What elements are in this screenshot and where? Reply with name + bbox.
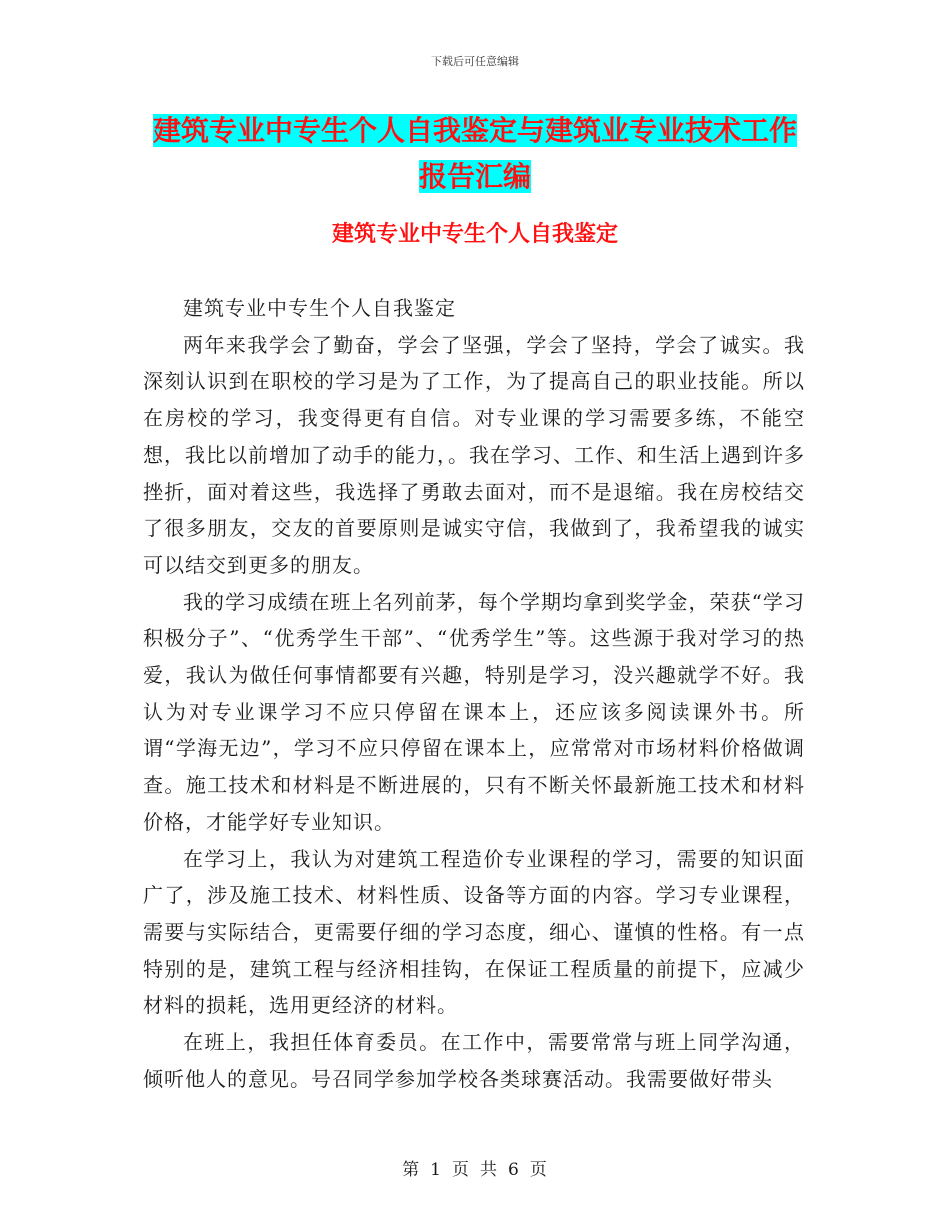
paragraph: 在班上，我担任体育委员。在工作中，需要常常与班上同学沟通，倾听他人的意见。号召同学参加学校各类球赛活动。我需要做好带头 [143,1030,805,1091]
page-footer [0,1155,950,1180]
paragraph: 在学习上，我认为对建筑工程造价专业课程的学习，需要的知识面广了，涉及施工技术、材料性质、设备等方面的内容。学习专业课程，需要与实际结合，更需要仔细的学习态度，细心、谨慎的性格。有一点特别的是，建筑工程与经济相挂钩，在保证工程质量的前提下，应减少材料的损耗，选用更经济的材料。 [143,846,805,1018]
footer-total-word: 共 [480,1160,498,1180]
document-title-line2: 报告汇编 [418,160,531,193]
paragraph: 建筑专业中专生个人自我鉴定 [183,296,456,320]
document-title-line1: 建筑专业中专生个人自我鉴定与建筑业专业技术工作 [152,114,797,147]
section-title: 建筑专业中专生个人自我鉴定 [331,222,618,247]
body-text [143,290,805,1097]
footer-page-unit: 页 [452,1160,470,1180]
paragraph: 两年来我学会了勤奋，学会了坚强，学会了坚持，学会了诚实。我深刻认识到在职校的学习是为了工作，为了提高自己的职业技能。所以在房校的学习，我变得更有自信。对专业课的学习需要多练，不能空想，我比以前增加了动手的能力，。我在学习、工作、和生活上遇到许多挫折，面对着这些，我选择了勇敢去面对，而不是退缩。我在房校结交了很多朋友，交友的首要原则是诚实守信，我做到了，我希望我的诚实可以结交到更多的朋友。 [143,332,805,577]
footer-page-word: 第 [402,1160,421,1180]
paragraph: 我的学习成绩在班上名列前茅，每个学期均拿到奖学金，荣获“学习积极分子”、“优秀学生干部”、“优秀学生”等。这些源于我对学习的热爱，我认为做任何事情都要有兴趣，特别是学习，没兴趣就学不好。我认为对专业课学习不应只停留在课本上，还应该多阅读课外书。所谓“学海无边”，学习不应只停留在课本上，应常常对市场材料价格做调查。施工技术和材料是不断进展的，只有不断关怀最新施工技术和材料价格，才能学好专业知识。 [143,589,805,834]
header-note: 下载后可任意编辑 [431,55,519,68]
footer-page-number: 1 [430,1160,442,1180]
footer-total-pages: 6 [508,1160,520,1180]
document-title [150,108,800,200]
footer-total-unit: 页 [529,1160,548,1180]
